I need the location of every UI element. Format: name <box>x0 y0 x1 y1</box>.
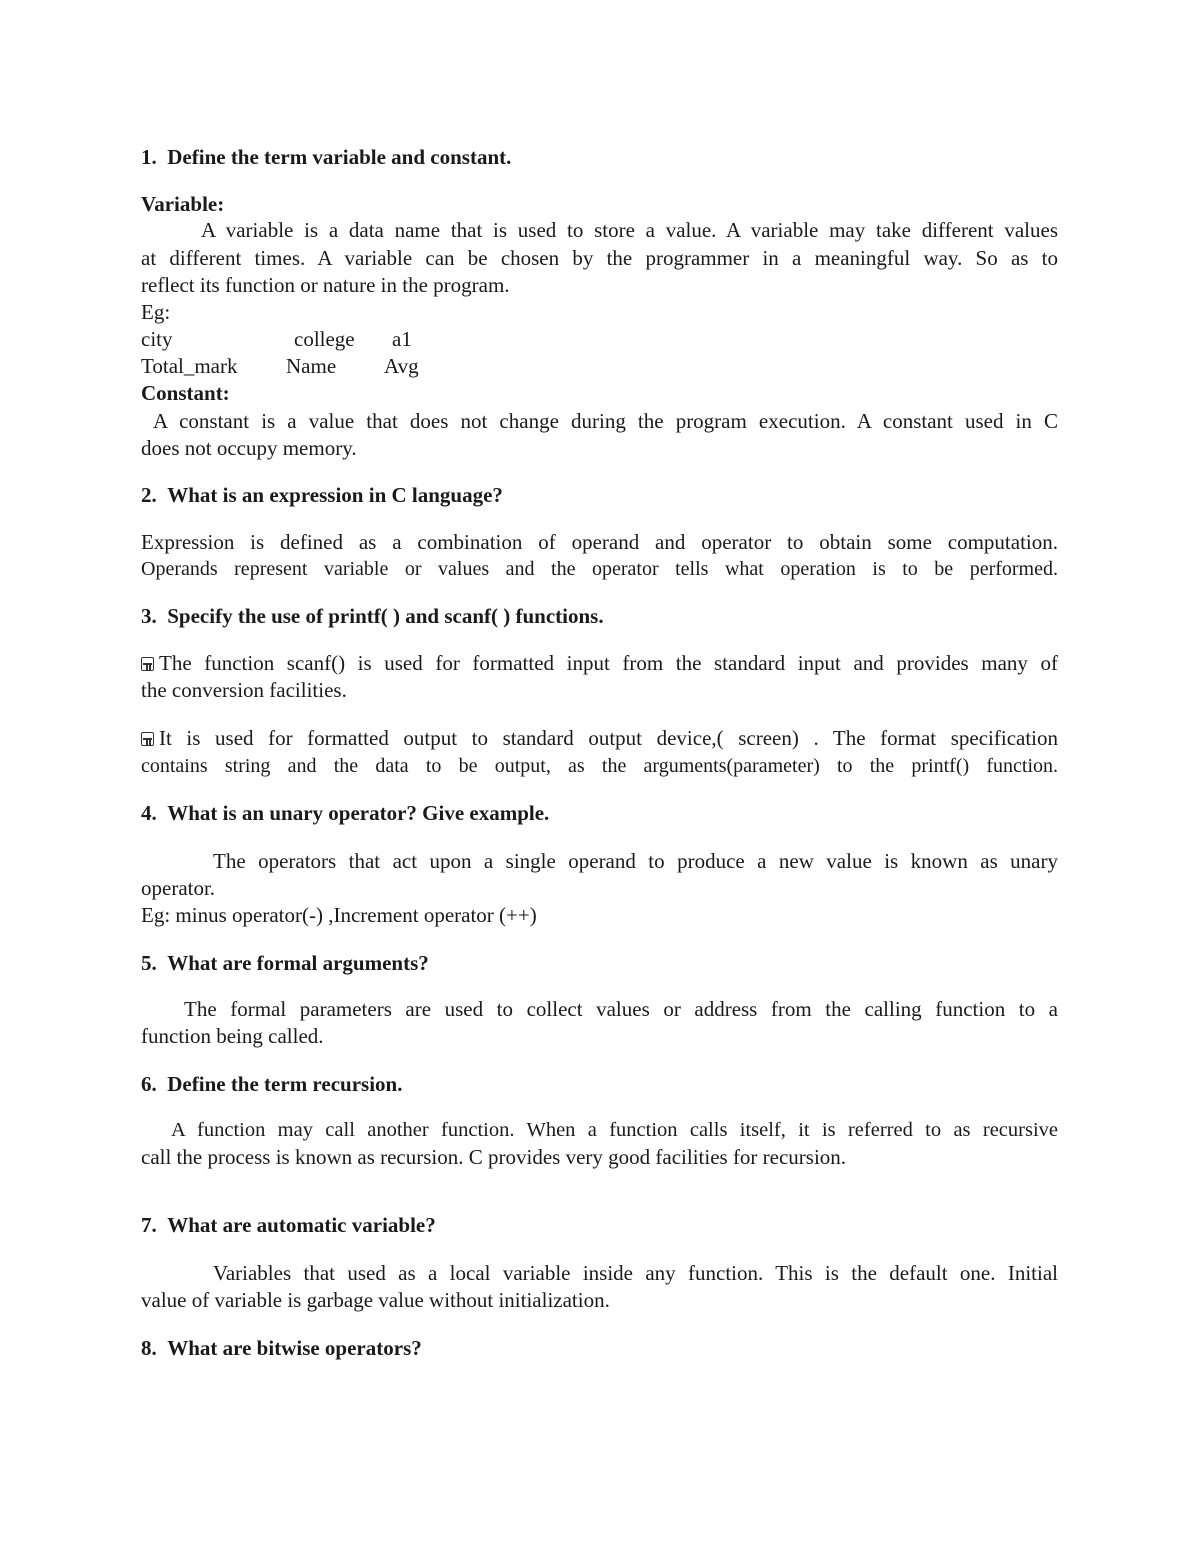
question-number: 6. <box>141 1072 157 1096</box>
answer-7-line-1: Variables that used as a local variable inside any function. This is the default one. Initial <box>213 1261 1058 1285</box>
answer-4-line-1: The operators that act upon a single operand to produce a new value is known as unary <box>213 849 1058 873</box>
answer-6-line-1: A function may call another function. When a function calls itself, it is referred to as recursive <box>171 1119 1058 1141</box>
question-text: What are formal arguments? <box>167 951 429 975</box>
example-item: Name <box>286 354 337 378</box>
answer-3-bullet-2-line-2: contains string and the data to be output, as the arguments(parameter) to the printf() function. <box>141 755 1058 777</box>
question-number: 3. <box>141 604 157 628</box>
question-number: 2. <box>141 483 157 507</box>
answer-6-line-2: call the process is known as recursion. C provides very good facilities for recursion. <box>141 1145 847 1169</box>
question-number: 7. <box>141 1213 157 1237</box>
answer-3-bullet-2-line-1 <box>141 726 1058 750</box>
question-4 <box>141 801 549 825</box>
answer-3-bullet-1-line-2: the conversion facilities. <box>141 678 347 702</box>
question-text: Define the term variable and constant. <box>167 145 512 169</box>
variable-line-3: reflect its function or nature in the program. <box>141 273 510 297</box>
answer-5-line-2: function being called. <box>141 1024 324 1048</box>
answer-4-example: Eg: minus operator(-) ,Increment operator (++) <box>141 903 537 927</box>
question-7 <box>141 1213 436 1237</box>
question-number: 1. <box>141 145 157 169</box>
question-text: Specify the use of printf( ) and scanf( ) functions. <box>167 604 604 628</box>
question-text: What are automatic variable? <box>167 1213 436 1237</box>
bullet-text: It is used for formatted output to standard output device,( screen) . The format specification <box>159 726 1058 750</box>
eg-label: Eg: <box>141 300 171 324</box>
bullet-icon <box>141 657 154 671</box>
answer-4-line-2: operator. <box>141 876 216 900</box>
bullet-text: The function scanf() is used for formatted input from the standard input and provides many of <box>159 651 1058 675</box>
variable-heading: Variable: <box>141 192 225 216</box>
question-number: 8. <box>141 1336 157 1360</box>
example-item: Total_mark <box>141 354 238 378</box>
constant-heading: Constant: <box>141 381 230 405</box>
question-text: What is an expression in C language? <box>167 483 503 507</box>
example-item: Avg <box>384 354 419 378</box>
question-1 <box>141 145 511 169</box>
answer-2-line-2: Operands represent variable or values and the operator tells what operation is to be performed. <box>141 558 1058 580</box>
question-number: 4. <box>141 801 157 825</box>
example-item: a1 <box>392 327 412 351</box>
question-8 <box>141 1336 422 1360</box>
question-text: What is an unary operator? Give example. <box>167 801 550 825</box>
answer-2-line-1: Expression is defined as a combination of operand and operator to obtain some computation. <box>141 530 1058 554</box>
question-5 <box>141 951 429 975</box>
question-text: What are bitwise operators? <box>167 1336 422 1360</box>
answer-3-bullet-1-line-1 <box>141 651 1058 675</box>
variable-line-1: A variable is a data name that is used to store a value. A variable may take different values <box>201 218 1058 242</box>
example-item: college <box>294 327 355 351</box>
constant-line-2: does not occupy memory. <box>141 436 357 460</box>
question-number: 5. <box>141 951 157 975</box>
bullet-icon <box>141 732 154 746</box>
answer-5-line-1: The formal parameters are used to collect values or address from the calling function to a <box>184 997 1058 1021</box>
constant-line-1: A constant is a value that does not change during the program execution. A constant used in C <box>153 409 1058 433</box>
question-3 <box>141 604 604 628</box>
question-6 <box>141 1072 402 1096</box>
example-item: city <box>141 327 173 351</box>
answer-7-line-2: value of variable is garbage value without initialization. <box>141 1288 610 1312</box>
question-2 <box>141 483 503 507</box>
question-text: Define the term recursion. <box>167 1072 403 1096</box>
variable-line-2: at different times. A variable can be chosen by the programmer in a meaningful way. So as to <box>141 246 1058 270</box>
